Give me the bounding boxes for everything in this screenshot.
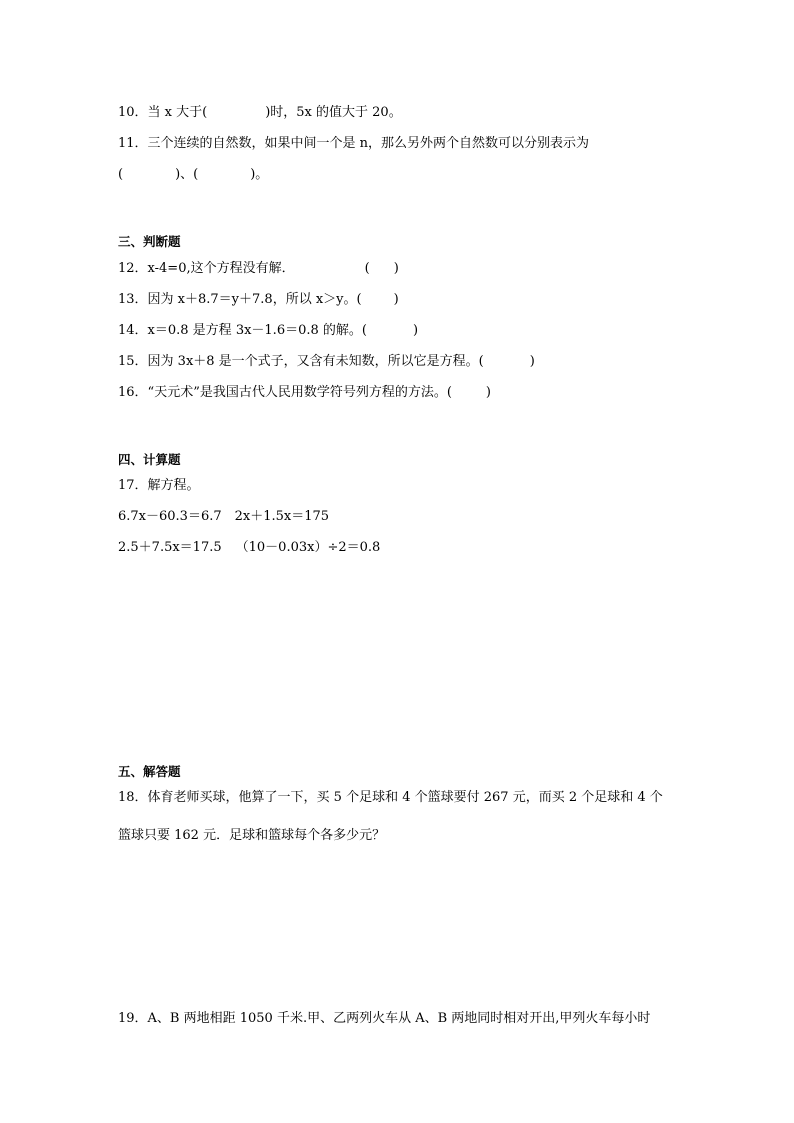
question-15 [118,353,535,371]
question-10 [118,104,402,122]
section-heading-answer: 五、解答题 [118,764,181,779]
question-18-line-1: 18．体育老师买球，他算了一下，买 5 个足球和 4 个篮球要付 267 元，而买 2 个足球和 4 个 [118,790,663,805]
question-12-text: 12．x-4=0,这个方程没有解． [118,261,295,276]
question-11-line-2 [118,166,268,184]
question-14 [118,322,418,340]
question-12 [118,260,399,278]
bracket-open: ( [364,261,370,276]
equation: （10－0.03x）÷2＝0.8 [235,540,381,555]
question-19-line-1: 19．A、B 两地相距 1050 千米.甲、乙两列火车从 A、B 两地同时相对开出,甲列火车每小时 [118,1011,651,1026]
bracket-close: )。 [250,167,269,182]
question-10-text-a: 10．当 x 大于( [118,105,208,120]
question-13-text: 13．因为 x＋8.7＝y＋7.8，所以 x＞y。( [118,292,362,307]
question-17-title: 17．解方程。 [118,478,200,493]
equation-row-1 [118,508,329,526]
question-16 [118,384,491,402]
bracket-close: ) [485,385,491,400]
section-heading-judgment: 三、判断题 [118,234,181,249]
equation: 6.7x－60.3＝6.7 [118,509,222,524]
question-14-text: 14．x＝0.8 是方程 3x－1.6＝0.8 的解。( [118,323,367,338]
bracket-close: ) [412,323,419,338]
question-18-line-2: 篮球只要 162 元．足球和篮球每个各多少元？ [118,828,386,843]
bracket-close: )、( [175,167,199,182]
bracket-close: ) [393,292,399,307]
bracket-open: ( [118,167,124,182]
question-13 [118,291,399,309]
equation: 2x＋1.5x＝175 [234,509,330,524]
equation: 2.5＋7.5x＝17.5 [118,540,222,555]
section-heading-calculation: 四、计算题 [118,452,181,467]
question-15-text: 15．因为 3x＋8 是一个式子，又含有未知数，所以它是方程。( [118,354,484,369]
bracket-close: ) [393,261,399,276]
question-16-text: 16．“天元术”是我国古代人民用数学符号列方程的方法。( [118,385,452,400]
question-10-text-b: )时，5x 的值大于 20。 [265,105,402,120]
question-11-line-1: 11．三个连续的自然数，如果中间一个是 n，那么另外两个自然数可以分别表示为 [118,136,590,151]
equation-row-2 [118,539,380,557]
bracket-close: ) [529,354,535,369]
